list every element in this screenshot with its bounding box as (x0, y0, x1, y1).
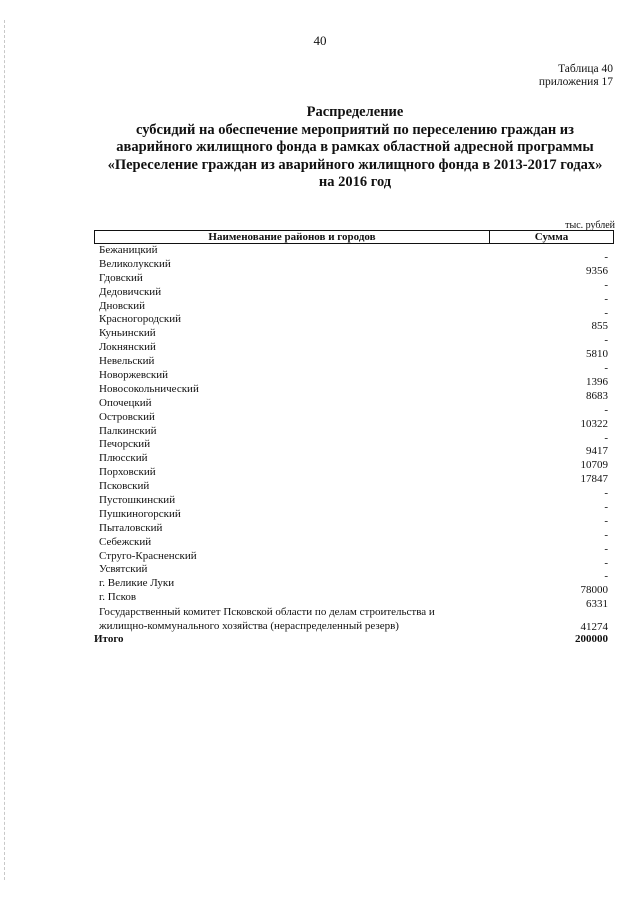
table-row (94, 480, 614, 500)
table-row (94, 521, 614, 541)
heading-line4: «Переселение граждан из аварийного жилищного фонда в 2013-2017 годах» (107, 156, 603, 173)
row-name: Красногородский (99, 313, 182, 326)
table-row-reserve (94, 605, 614, 633)
row-name: г. Великие Луки (99, 577, 175, 590)
row-name: Локнянский (99, 341, 156, 354)
row-value: - (604, 334, 608, 347)
row-value: 10322 (580, 417, 608, 430)
row-value: - (604, 570, 608, 583)
units-label: тыс. рублей (565, 220, 615, 231)
row-name: Усвятский (99, 563, 148, 576)
column-header-name: Наименование районов и городов (95, 231, 490, 243)
row-value: - (604, 306, 608, 319)
row-name: Струго-Красненский (99, 549, 197, 562)
row-value: 855 (591, 320, 608, 333)
table-row (94, 466, 614, 486)
reserve-name: Государственный комитет Псковской области по делам строительства и жилищно-коммунального хозяйства (нераспределенный резерв) (99, 606, 435, 633)
total-value: 200000 (575, 633, 608, 646)
table-row (94, 299, 614, 319)
scan-edge-line (4, 20, 6, 880)
table-row (94, 271, 614, 291)
table-row (94, 257, 614, 277)
row-value: - (604, 514, 608, 527)
row-name: Псковский (99, 480, 150, 493)
table-row (94, 591, 614, 611)
table-row (94, 355, 614, 375)
table-row (94, 410, 614, 430)
table-reference-line1: Таблица 40 (558, 63, 613, 75)
row-name: Куньинский (99, 327, 156, 340)
table-row (94, 424, 614, 444)
row-name: Островский (99, 410, 155, 423)
row-value: - (604, 403, 608, 416)
row-value: 6331 (586, 598, 608, 611)
heading-line1: Распределение (306, 104, 404, 120)
row-name: Пыталовский (99, 521, 163, 534)
table-row (94, 396, 614, 416)
row-value: 8683 (586, 389, 608, 402)
table-row-total (94, 633, 614, 646)
total-label: Итого (94, 633, 124, 646)
row-value: 17847 (580, 473, 608, 486)
heading-line2: субсидий на обеспечение мероприятий по переселению граждан из (135, 121, 574, 138)
row-value: - (604, 431, 608, 444)
table-row (94, 549, 614, 569)
row-value: 78000 (580, 584, 608, 597)
table-reference (539, 63, 613, 89)
row-name: Гдовский (99, 271, 143, 284)
row-name: Новосокольнический (99, 382, 199, 395)
distribution-table (94, 230, 614, 646)
row-name: Порховский (99, 466, 156, 479)
row-value: - (604, 556, 608, 569)
table-row (94, 438, 614, 458)
row-value: 9417 (586, 445, 608, 458)
heading-line5: на 2016 год (318, 174, 392, 190)
row-name: Печорский (99, 438, 151, 451)
table-row (94, 452, 614, 472)
column-header-sum: Сумма (534, 231, 569, 243)
row-value: - (604, 278, 608, 291)
row-value: 5810 (586, 348, 608, 361)
table-row (94, 327, 614, 347)
row-value: - (604, 292, 608, 305)
row-name: Дновский (99, 299, 146, 312)
row-name: Пустошкинский (99, 494, 176, 507)
row-value: - (604, 251, 608, 263)
table-body (94, 244, 614, 611)
row-name: Новоржевский (99, 369, 169, 382)
row-name: Невельский (99, 355, 155, 368)
table-row (94, 507, 614, 527)
row-value: - (604, 362, 608, 375)
row-name: Дедовичский (99, 285, 162, 298)
row-value: 9356 (586, 264, 608, 277)
heading-line3: аварийного жилищного фонда в рамках областной адресной программы (116, 139, 594, 155)
table-row (94, 341, 614, 361)
row-name: Плюсский (99, 452, 148, 465)
table-row (94, 563, 614, 583)
row-name: Пушкиногорский (99, 507, 181, 520)
row-name: Великолукский (99, 257, 171, 270)
table-row (94, 577, 614, 597)
row-name: г. Псков (99, 591, 137, 604)
row-name: Себежский (99, 535, 152, 548)
table-row (94, 535, 614, 555)
page-number: 40 (313, 33, 327, 48)
table-row (94, 244, 614, 263)
row-value: - (604, 487, 608, 500)
table-header (94, 230, 614, 244)
row-name: Бежаницкий (99, 244, 158, 256)
table-reference-line2: приложения 17 (538, 76, 613, 88)
row-value: 1396 (586, 376, 608, 389)
table-row (94, 313, 614, 333)
row-value: - (604, 542, 608, 555)
table-row (94, 285, 614, 305)
row-value: 10709 (580, 459, 608, 472)
row-value: - (604, 501, 608, 514)
row-name: Палкинский (99, 424, 157, 437)
document-heading (95, 104, 615, 192)
reserve-value: 41274 (580, 621, 608, 634)
row-value: - (604, 528, 608, 541)
row-name: Опочецкий (99, 396, 152, 409)
